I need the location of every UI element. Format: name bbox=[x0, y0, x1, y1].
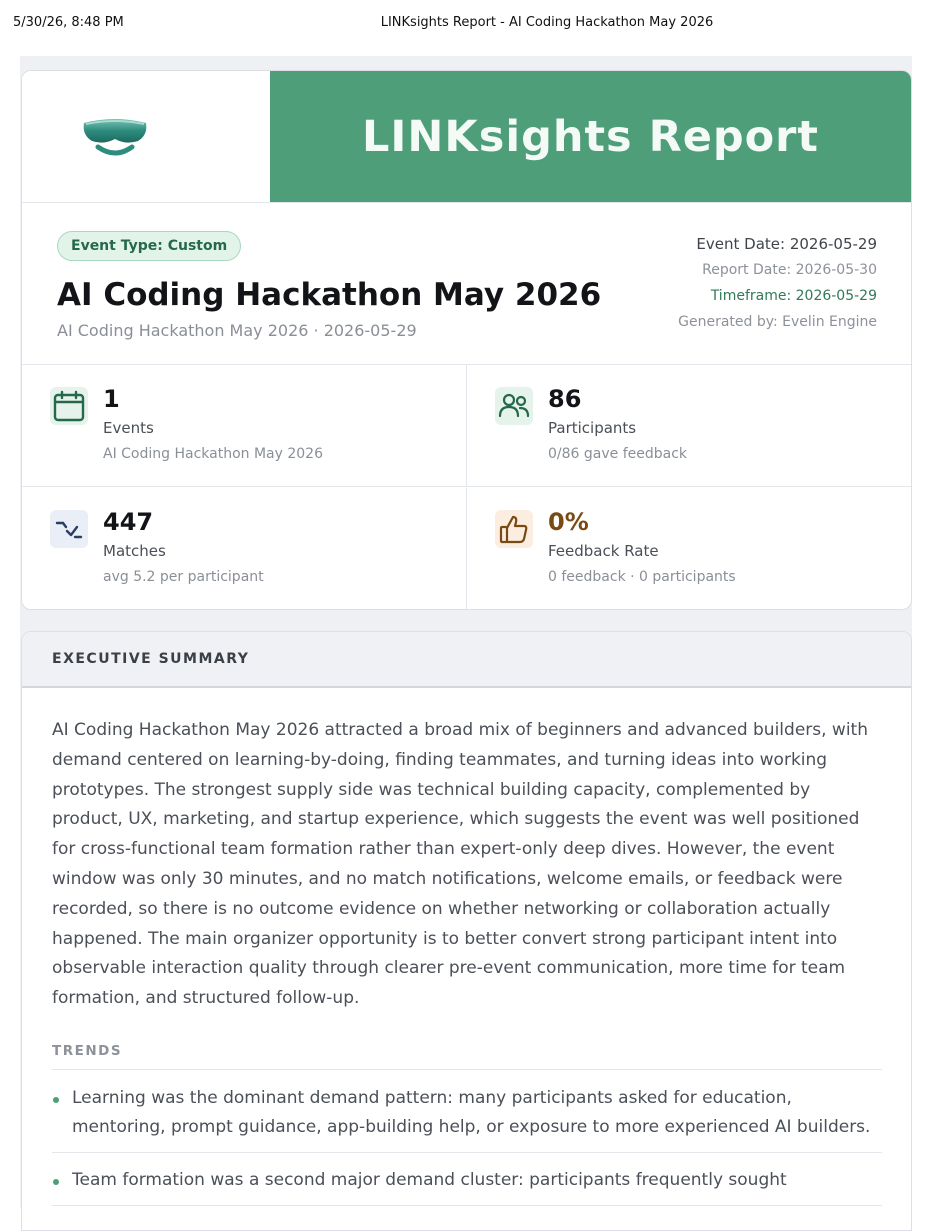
thumbs-up-icon bbox=[495, 510, 533, 548]
logo-area bbox=[22, 71, 270, 202]
report-meta bbox=[678, 235, 877, 330]
bullet-icon bbox=[53, 1179, 59, 1185]
timeframe: Timeframe: 2026-05-29 bbox=[710, 288, 877, 304]
participants-icon bbox=[495, 387, 533, 425]
event-type-badge: Event Type: Custom bbox=[57, 231, 241, 261]
stat-subtext: avg 5.2 per participant bbox=[103, 569, 264, 585]
stat-events bbox=[22, 365, 467, 487]
print-datetime: 5/30/26, 8:48 PM bbox=[13, 15, 124, 30]
stat-subtext: 0 feedback · 0 participants bbox=[548, 569, 736, 585]
summary-text: AI Coding Hackathon May 2026 attracted a broad mix of beginners and advanced builders, with demand centered on learning-by-doing, finding teammates, and turning ideas into working prototypes. The strongest supply side was technical building capacity, complemented by product, UX, marketing, and startup experience, which suggests the event was well positioned for cross-functional team formation rather than expert-only deep dives. However, the event window was only 30 minutes, and no match notifications, welcome emails, or feedback were recorded, so there is no outcome evidence on whether networking or collaboration actually happened. The main organizer opportunity is to better convert strong participant intent into observable interaction quality through clearer pre-event communication, more time for team formation, and structured follow-up. bbox=[52, 720, 868, 1009]
summary-heading: EXECUTIVE SUMMARY bbox=[22, 632, 911, 688]
event-title: AI Coding Hackathon May 2026 bbox=[57, 277, 602, 313]
bullet-icon bbox=[53, 1097, 59, 1103]
report-date: Report Date: 2026-05-30 bbox=[702, 262, 877, 278]
trend-list bbox=[52, 1084, 882, 1219]
trend-text: Learning was the dominant demand pattern: many participants asked for education, mentoring, prompt guidance, app-building help, or exposure to more experienced AI builders. bbox=[72, 1088, 871, 1137]
stat-value: 447 bbox=[103, 508, 154, 536]
matches-icon bbox=[50, 510, 88, 548]
stat-value: 0% bbox=[548, 508, 589, 536]
stat-feedback-rate bbox=[467, 488, 912, 610]
trends-heading: TRENDS bbox=[52, 1043, 123, 1059]
stat-matches bbox=[22, 488, 467, 610]
report-header-card bbox=[21, 70, 912, 610]
stat-label: Participants bbox=[548, 419, 637, 437]
stat-subtext: 0/86 gave feedback bbox=[548, 446, 688, 462]
stat-participants bbox=[467, 365, 912, 487]
trends-divider bbox=[52, 1069, 882, 1070]
event-date: Event Date: 2026-05-29 bbox=[696, 235, 877, 253]
event-info bbox=[22, 202, 911, 365]
logo-icon bbox=[82, 115, 148, 161]
print-header bbox=[0, 0, 940, 44]
stat-label: Feedback Rate bbox=[548, 542, 659, 560]
stat-value: 1 bbox=[103, 385, 120, 413]
trend-item bbox=[52, 1166, 882, 1206]
trend-text: Team formation was a second major demand cluster: participants frequently sought bbox=[72, 1170, 787, 1190]
calendar-icon bbox=[50, 387, 88, 425]
event-subtitle: AI Coding Hackathon May 2026 · 2026-05-29 bbox=[57, 321, 417, 340]
stat-value: 86 bbox=[548, 385, 582, 413]
report-title: LINKsights Report bbox=[362, 111, 819, 162]
executive-summary-card bbox=[21, 631, 912, 1231]
trend-item bbox=[52, 1084, 882, 1153]
generated-by: Generated by: Evelin Engine bbox=[678, 314, 877, 330]
stat-label: Events bbox=[103, 419, 154, 437]
stat-subtext: AI Coding Hackathon May 2026 bbox=[103, 446, 324, 462]
report-banner bbox=[270, 71, 911, 202]
stats-grid bbox=[22, 364, 911, 610]
print-document-title: LINKsights Report - AI Coding Hackathon May 2026 bbox=[380, 15, 714, 30]
stat-label: Matches bbox=[103, 542, 166, 560]
